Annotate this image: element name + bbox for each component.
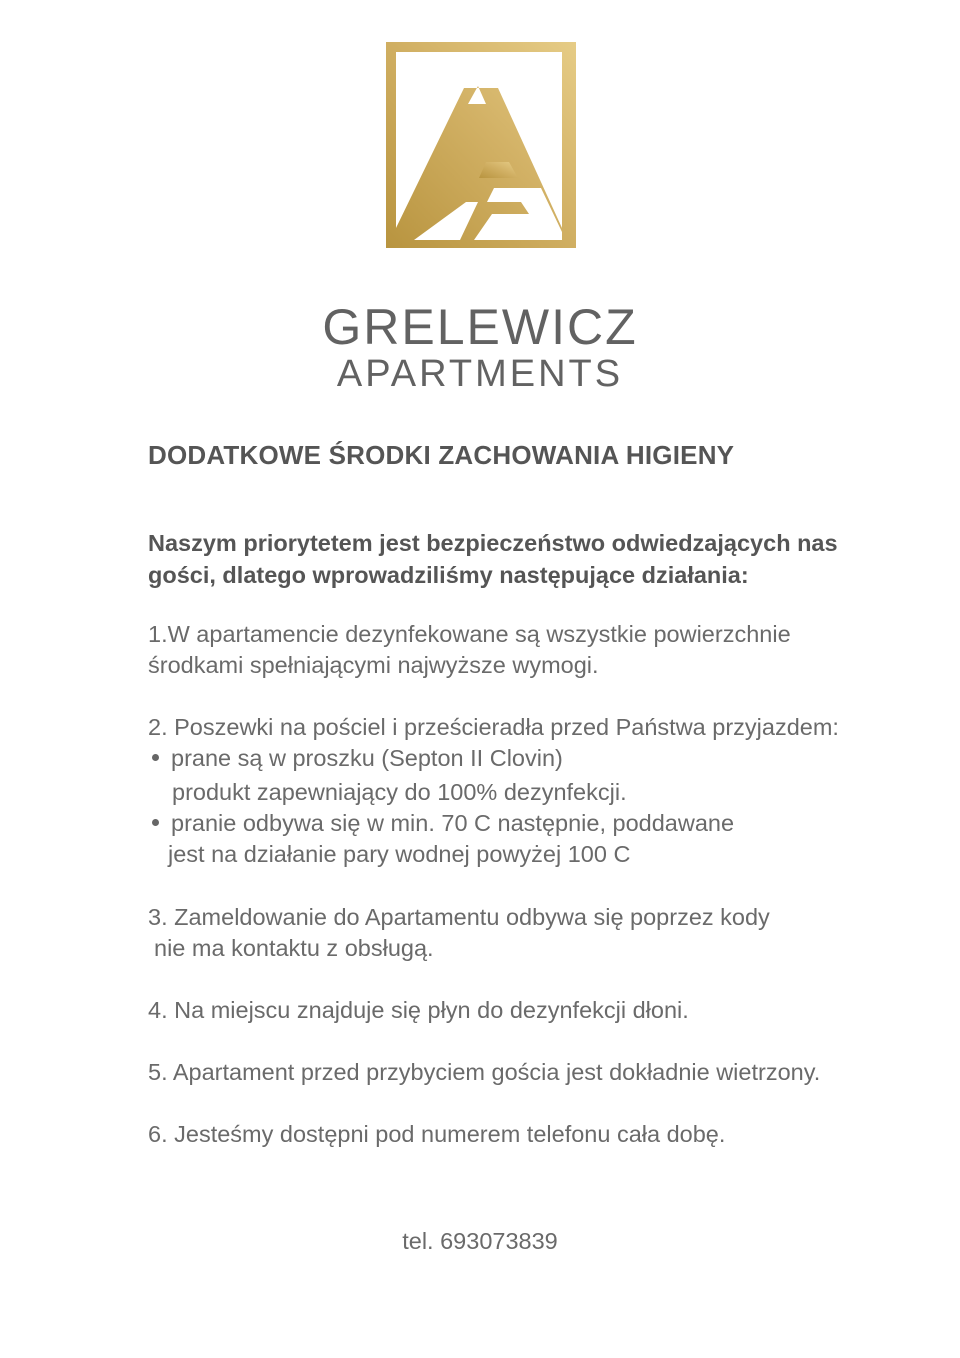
bullet-text: produkt zapewniający do 100% dezynfekcji. (172, 779, 627, 805)
item-text: 3. Zameldowanie do Apartamentu odbywa się poprzez kody (148, 904, 770, 930)
brand-name: GRELEWICZ (322, 299, 638, 355)
intro-text (148, 527, 908, 591)
intro-line: Naszym priorytetem jest bezpieczeństwo odwiedzających nas (148, 530, 838, 556)
list-item-2 (148, 712, 928, 870)
bullet-text: jest na działanie pary wodnej powyżej 100 C (168, 841, 631, 867)
item-text: 1.W apartamencie dezynfekowane są wszystkie powierzchnie (148, 621, 791, 647)
item-text: 2. Poszewki na pościel i prześcieradła przed Państwa przyjazdem: (148, 714, 839, 740)
list-item-3 (148, 902, 928, 964)
phone-number: tel. 693073839 (402, 1228, 558, 1254)
list-item-6 (148, 1119, 928, 1150)
item-text: 4. Na miejscu znajduje się płyn do dezynfekcji dłoni. (148, 997, 689, 1023)
bullet-line (148, 808, 928, 839)
grelewicz-logo (386, 42, 576, 248)
list-item-1 (148, 619, 928, 681)
bullet-text: prane są w proszku (Septon II Clovin) (171, 745, 563, 771)
list-item-5 (148, 1057, 928, 1088)
item-text: nie ma kontaktu z obsługą. (154, 935, 434, 961)
list-item-4 (148, 995, 928, 1026)
bullet-line (148, 743, 928, 774)
intro-line: gości, dlatego wprowadziliśmy następujące działania: (148, 562, 749, 588)
bullet-text: pranie odbywa się w min. 70 C następnie, poddawane (171, 810, 735, 836)
bullet-icon (152, 819, 159, 826)
item-text: środkami spełniającymi najwyższe wymogi. (148, 652, 599, 678)
item-text: 5. Apartament przed przybyciem gościa jest dokładnie wietrzony. (148, 1059, 821, 1085)
brand-subtitle: APARTMENTS (336, 353, 624, 395)
bullet-icon (152, 754, 159, 761)
page-title: DODATKOWE ŚRODKI ZACHOWANIA HIGIENY (148, 440, 735, 470)
item-text: 6. Jesteśmy dostępni pod numerem telefonu cała dobę. (148, 1121, 726, 1147)
